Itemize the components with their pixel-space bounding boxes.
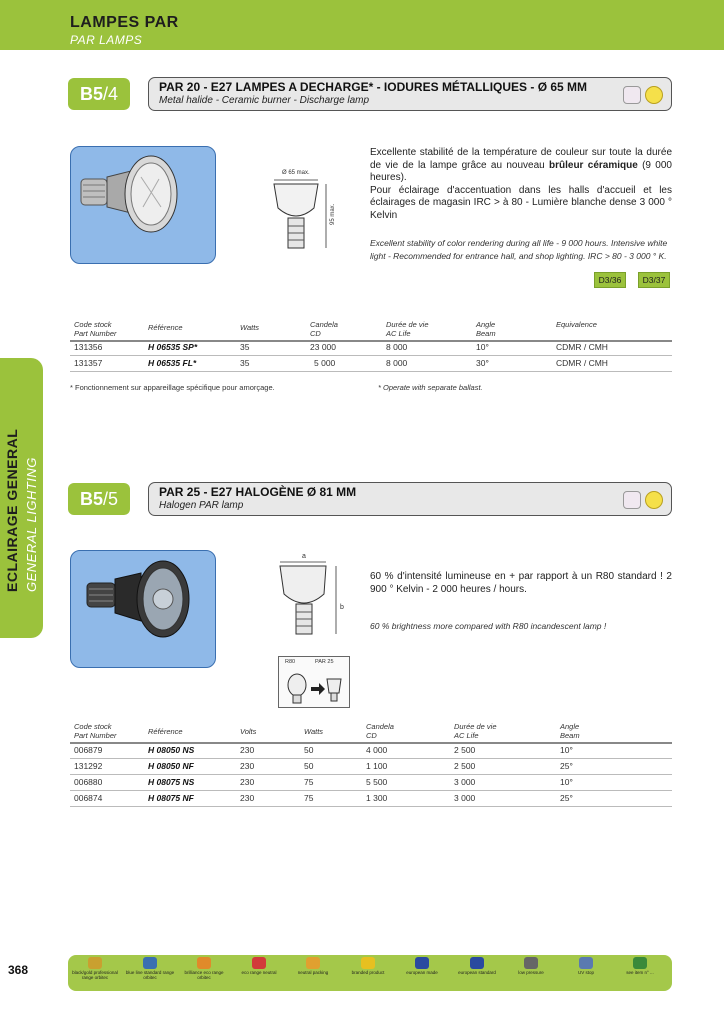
- legend-icon: [470, 957, 484, 969]
- legend-label: european made: [406, 970, 438, 975]
- legend-label: UV stop: [577, 970, 594, 975]
- section1-description-en: Excellent stability of color rendering during all life - 9 000 hours. Intensive white light - Recommended for entrance hall, and shop lighting. IRC > 80 - 3 000 ° K.: [370, 238, 668, 261]
- branded-product-icon: [645, 86, 663, 104]
- legend-icon: [143, 957, 157, 969]
- section1-code-main: B5: [79, 83, 103, 104]
- section2-subtitle: Halogen PAR lamp: [159, 500, 244, 511]
- s2-r2-life: 2 500: [454, 761, 476, 771]
- section1-subtitle: Metal halide - Ceramic burner - Discharge lamp: [159, 95, 370, 106]
- page-number: 368: [8, 963, 29, 977]
- s2-th-code: Code stock Part Number: [74, 722, 117, 740]
- s2-r2-candela: 1 100: [366, 761, 388, 771]
- legend-label: branded product: [351, 970, 385, 975]
- s2-r4-candela: 1 300: [366, 793, 388, 803]
- s2-r4-life: 3 000: [454, 793, 476, 803]
- legend-icon: [415, 957, 429, 969]
- package-icon: [623, 491, 641, 509]
- s1-th-angle: Angle Beam: [476, 320, 496, 338]
- legend-icon: [579, 957, 593, 969]
- section2-diagram-a: a: [302, 553, 306, 560]
- s2-r1-code: 006879: [74, 745, 103, 755]
- legend-item: [452, 957, 502, 975]
- side-tab-title: ECLAIRAGE GENERAL: [4, 428, 20, 592]
- r80-vs-par25-diagram: [278, 656, 350, 708]
- legend-item: [561, 957, 611, 975]
- par25-label: PAR 25: [315, 659, 334, 665]
- section2-title-bar: [148, 482, 672, 516]
- s2-r2-code: 131292: [74, 761, 103, 771]
- section1-note-fr: * Fonctionnement sur appareillage spécifique pour amorçage.: [70, 383, 275, 392]
- section2-diagram-b: b: [340, 604, 344, 611]
- legend-label: blue line standard range orbitec: [125, 970, 175, 980]
- s2-r1-volts: 230: [240, 745, 255, 755]
- legend-label: neutral packing: [297, 970, 329, 975]
- legend-label: eco range neutral: [241, 970, 277, 975]
- s1-r1-equiv: CDMR / CMH: [556, 342, 608, 352]
- legend-item: [288, 957, 338, 975]
- s2-th-watts: Watts: [304, 727, 324, 736]
- s1-th-candela: Candela CD: [310, 320, 338, 338]
- s1-r1-ref: H 06535 SP*: [148, 342, 198, 352]
- legend-item: [234, 957, 284, 975]
- s2-row-rule: [70, 758, 672, 759]
- s2-th-reference: Référence: [148, 727, 183, 736]
- legend-icon: [633, 957, 647, 969]
- section1-desc-part3: Pour éclairage d'accentuation dans les halls d'accueil et les éclairages de magasin IRC > à 80 - Lumière blanche dense 3 000 ° Kelvin: [370, 184, 672, 221]
- s1-r1-life: 8 000: [386, 342, 408, 352]
- comparison-icon: [283, 671, 345, 705]
- s1-r2-life: 8 000: [386, 358, 408, 368]
- legend-item: [615, 957, 665, 975]
- s2-r3-watts: 75: [304, 777, 314, 787]
- s1-r2-code: 131357: [74, 358, 103, 368]
- s2-r4-ref: H 08075 NF: [148, 793, 194, 803]
- s2-r3-ref: H 08075 NS: [148, 777, 195, 787]
- section2-code-badge: [68, 483, 130, 515]
- legend-item: [397, 957, 447, 975]
- section1-code-badge: [68, 78, 130, 110]
- s1-r1-watts: 35: [240, 342, 250, 352]
- page-subtitle: PAR LAMPS: [70, 33, 143, 47]
- side-tab-subtitle: GENERAL LIGHTING: [24, 457, 39, 592]
- legend-item: [70, 957, 120, 980]
- section1-code-sub: /4: [103, 83, 119, 104]
- s1-r2-ref: H 06535 FL*: [148, 358, 197, 368]
- s1-r2-equiv: CDMR / CMH: [556, 358, 608, 368]
- s2-r3-life: 3 000: [454, 777, 476, 787]
- legend-label: european standard: [458, 970, 496, 975]
- footer-legend-bar: [68, 955, 672, 991]
- legend-item: [179, 957, 229, 980]
- section2-title: PAR 25 - E27 HALOGÈNE Ø 81 MM: [159, 485, 357, 499]
- s1-r1-code: 131356: [74, 342, 103, 352]
- s2-th-candela: Candela CD: [366, 722, 394, 740]
- s1-th-life: Durée de vie AC Life: [386, 320, 429, 338]
- legend-icon: [252, 957, 266, 969]
- s2-r1-life: 2 500: [454, 745, 476, 755]
- s2-r3-candela: 5 500: [366, 777, 388, 787]
- s2-r1-ref: H 08050 NS: [148, 745, 195, 755]
- s1-r2-watts: 35: [240, 358, 250, 368]
- s2-th-life: Durée de vie AC Life: [454, 722, 497, 740]
- s2-r4-watts: 75: [304, 793, 314, 803]
- section1-diagram-diameter: Ø 65 max.: [282, 170, 310, 176]
- s2-r3-angle: 10°: [560, 777, 573, 787]
- legend-label: low pressure: [518, 970, 544, 975]
- section1-description-fr: [370, 147, 672, 222]
- package-icon: [623, 86, 641, 104]
- section1-diagram-length: 95 max.: [330, 203, 336, 225]
- s2-r2-watts: 50: [304, 761, 314, 771]
- section1-desc-part1: Excellente stabilité de la température de couleur sur toute la durée de vie de la lampe grâce au nouveau: [370, 147, 672, 171]
- legend-item: [506, 957, 556, 975]
- section1-note-en: * Operate with separate ballast.: [378, 383, 483, 392]
- section1-desc-bold: brûleur céramique: [549, 159, 638, 171]
- s2-r3-code: 006880: [74, 777, 103, 787]
- section1-title-bar: [148, 77, 672, 111]
- s1-th-reference: Référence: [148, 323, 183, 332]
- legend-icon: [306, 957, 320, 969]
- s2-th-volts: Volts: [240, 727, 257, 736]
- legend-label: see item n° ...: [626, 970, 654, 975]
- legend-icon: [88, 957, 102, 969]
- page-title: LAMPES PAR: [70, 14, 179, 31]
- s2-r2-ref: H 08050 NF: [148, 761, 194, 771]
- par25-lamp-icon: [71, 551, 215, 667]
- s2-r1-candela: 4 000: [366, 745, 388, 755]
- section2-description-en: 60 % brightness more compared with R80 incandescent lamp !: [370, 621, 607, 631]
- legend-item: [125, 957, 175, 980]
- s1-r1-candela: 23 000: [310, 342, 336, 352]
- s1-row-rule: [70, 355, 672, 356]
- section1-desc-part2: (9 000 heures).: [370, 159, 672, 183]
- s2-row-rule: [70, 774, 672, 775]
- doc-badge-d3-36: D3/36: [594, 272, 626, 288]
- legend-item: [343, 957, 393, 975]
- s2-th-angle: Angle Beam: [560, 722, 580, 740]
- s1-r2-angle: 30°: [476, 358, 489, 368]
- branded-product-icon: [645, 491, 663, 509]
- legend-icon: [197, 957, 211, 969]
- section2-code-sub: /5: [103, 488, 119, 509]
- s1-table-bottom-rule: [70, 371, 672, 372]
- s1-th-watts: Watts: [240, 323, 260, 332]
- section2-product-photo: [70, 550, 216, 668]
- s2-r1-watts: 50: [304, 745, 314, 755]
- s1-th-equivalence: Equivalence: [556, 320, 597, 329]
- s2-r2-volts: 230: [240, 761, 255, 771]
- s2-row-rule: [70, 790, 672, 791]
- legend-label: black/gold professional range orbitec: [72, 970, 118, 980]
- legend-icon: [524, 957, 538, 969]
- s2-r4-code: 006874: [74, 793, 103, 803]
- section2-dimension-diagram: [270, 554, 350, 644]
- s1-r2-candela: 5 000: [314, 358, 336, 368]
- s2-r3-volts: 230: [240, 777, 255, 787]
- section2-code-main: B5: [79, 488, 103, 509]
- r80-label: R80: [285, 659, 296, 665]
- doc-badge-d3-37: D3/37: [638, 272, 670, 288]
- s2-r2-angle: 25°: [560, 761, 573, 771]
- legend-icon: [361, 957, 375, 969]
- legend-label: brilliance eco range orbitec: [184, 970, 224, 980]
- s2-r4-angle: 25°: [560, 793, 573, 803]
- s2-table-header-rule: [70, 742, 672, 744]
- s1-r1-angle: 10°: [476, 342, 489, 352]
- s2-r1-angle: 10°: [560, 745, 573, 755]
- section1-product-photo: [70, 146, 216, 264]
- section2-description-fr: 60 % d'intensité lumineuse en + par rapport à un R80 standard ! 2 900 ° Kelvin - 2 000 heures / hours.: [370, 571, 672, 595]
- s2-r4-volts: 230: [240, 793, 255, 803]
- section1-title: PAR 20 - E27 LAMPES A DECHARGE* - IODURES MÉTALLIQUES - Ø 65 MM: [159, 80, 588, 94]
- s1-th-code: Code stock Part Number: [74, 320, 117, 338]
- par20-lamp-icon: [71, 147, 215, 263]
- s2-table-bottom-rule: [70, 806, 672, 807]
